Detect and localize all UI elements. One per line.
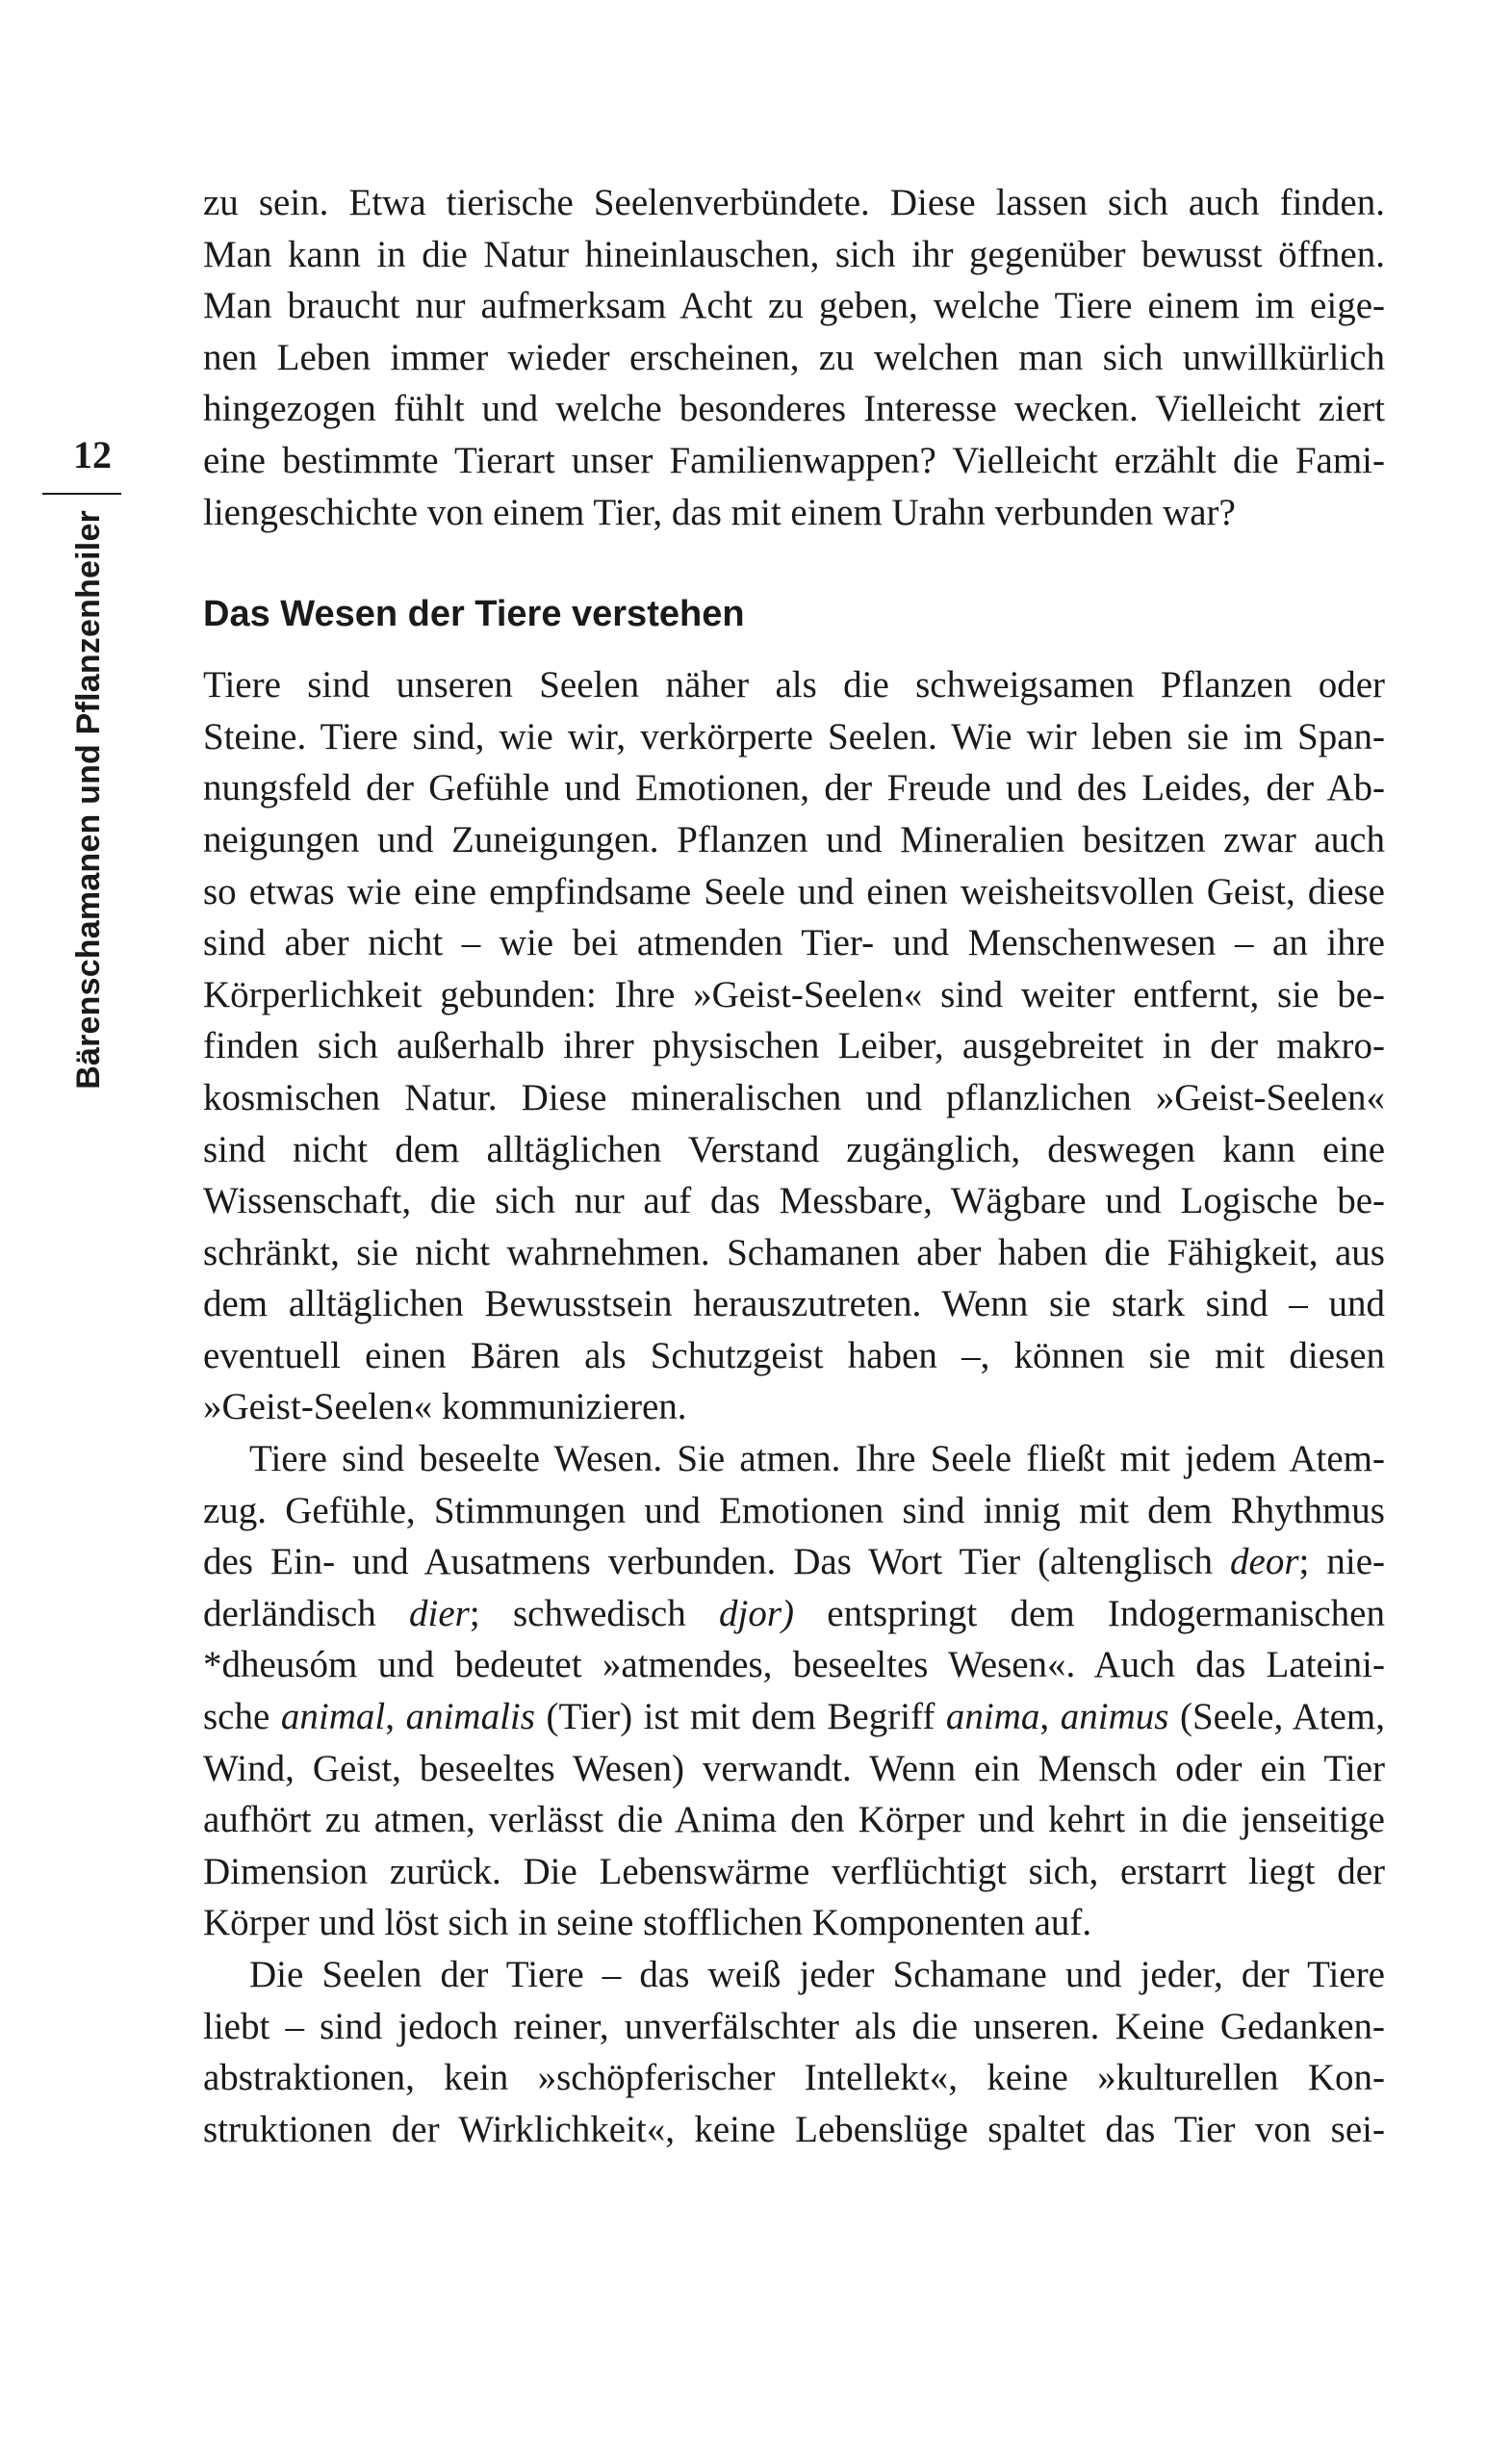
text-line: »Geist-Seelen« kommunizieren. [203, 1386, 687, 1428]
text-line: finden sich außerhalb ihrer physischen Leiber, ausgebreitet in der makro- [203, 1025, 1385, 1067]
text-line: Wissenschaft, die sich nur auf das Messbare, Wägbare und Logische be- [203, 1180, 1385, 1222]
text-line: Körper und löst sich in seine stofflichen Komponenten auf. [203, 1902, 1092, 1944]
text-line: Man braucht nur aufmerksam Acht zu geben, welche Tiere einem im eige- [203, 285, 1385, 327]
paragraph-2 [203, 1433, 1385, 1949]
page-number: 12 [73, 433, 112, 476]
text-line: kosmischen Natur. Diese mineralischen und pflanzlichen »Geist-Seelen« [203, 1076, 1385, 1118]
text-line: Tiere sind beseelte Wesen. Sie atmen. Ihre Seele fließt mit jedem Atem- [249, 1438, 1385, 1480]
italic-term: djor) [719, 1592, 795, 1634]
text-run: (Seele, Atem, [1168, 1696, 1386, 1738]
text-line: Man kann in die Natur hineinlauschen, sich ihr gegenüber bewusst öffnen. [203, 233, 1385, 275]
text-run: ; schwedisch [469, 1592, 720, 1634]
italic-term: animus [1060, 1696, 1169, 1738]
text-line [203, 1588, 1385, 1640]
text-line: neigungen und Zuneigungen. Pflanzen und Mineralien besitzen zwar auch [203, 818, 1385, 860]
intro-paragraph [203, 177, 1385, 538]
text-line: struktionen der Wirklichkeit«, keine Lebenslüge spaltet das Tier von sei- [203, 2108, 1385, 2150]
text-line: Steine. Tiere sind, wie wir, verkörperte Seelen. Wie wir leben sie im Span- [203, 715, 1385, 757]
text-line: Die Seelen der Tiere – das weiß jeder Schamane und jeder, der Tiere [249, 1954, 1385, 1995]
section-heading: Das Wesen der Tiere verstehen [203, 594, 745, 635]
paragraph-3 [203, 1949, 1385, 2155]
margin-rule [42, 493, 121, 495]
italic-term: anima [945, 1696, 1040, 1738]
text-run: derländisch [203, 1592, 410, 1634]
text-line: hingezogen fühlt und welche besonderes Interesse wecken. Vielleicht ziert [203, 388, 1385, 430]
text-line: Körperlichkeit gebunden: Ihre »Geist-Seelen« sind weiter entfernt, sie be- [203, 973, 1385, 1015]
text-line: zu sein. Etwa tierische Seelenverbündete. Diese lassen sich auch finden. [203, 182, 1385, 223]
text-run: , [1039, 1696, 1061, 1738]
italic-term: animalis [405, 1696, 535, 1738]
text-line: so etwas wie eine empfindsame Seele und einen weisheitsvollen Geist, diese [203, 870, 1385, 912]
text-line: aufhört zu atmen, verlässt die Anima den Körper und kehrt in die jenseitige [203, 1799, 1385, 1841]
paragraph-1 [203, 659, 1385, 1433]
text-run: des Ein- und Ausatmens verbunden. Das Wort Tier (altenglisch [203, 1541, 1231, 1583]
text-line: zug. Gefühle, Stimmungen und Emotionen sind innig mit dem Rhythmus [203, 1489, 1385, 1531]
text-line: sind nicht dem alltäglichen Verstand zugänglich, deswegen kann eine [203, 1128, 1385, 1170]
text-run: (Tier) ist mit dem Begriff [534, 1696, 946, 1738]
text-line: *dheusóm und bedeutet »atmendes, beseeltes Wesen«. Auch das Lateini- [203, 1644, 1385, 1686]
text-line: Dimension zurück. Die Lebenswärme verflüchtigt sich, erstarrt liegt der [203, 1850, 1385, 1892]
text-run: , [385, 1696, 406, 1738]
text-line: sind aber nicht – wie bei atmenden Tier- und Menschenwesen – an ihre [203, 922, 1385, 964]
text-run: entspringt dem Indogermanischen [794, 1592, 1385, 1634]
text-line: dem alltäglichen Bewusstsein herauszutreten. Wenn sie stark sind – und [203, 1283, 1385, 1325]
text-line: eventuell einen Bären als Schutzgeist haben –, können sie mit diesen [203, 1334, 1385, 1376]
text-line: schränkt, sie nicht wahrnehmen. Schamanen aber haben die Fähigkeit, aus [203, 1231, 1385, 1273]
text-line: Wind, Geist, beseeltes Wesen) verwandt. Wenn ein Mensch oder ein Tier [203, 1747, 1385, 1789]
text-run: ; nie- [1298, 1541, 1386, 1583]
text-line: liengeschichte von einem Tier, das mit einem Urahn verbunden war? [203, 491, 1236, 533]
text-line: abstraktionen, kein »schöpferischer Intellekt«, keine »kulturellen Kon- [203, 2057, 1385, 2099]
text-run: sche [203, 1696, 281, 1738]
text-line [203, 1536, 1385, 1588]
text-line: nungsfeld der Gefühle und Emotionen, der Freude und des Leides, der Ab- [203, 767, 1385, 809]
text-line: eine bestimmte Tierart unser Familienwappen? Vielleicht erzählt die Fami- [203, 439, 1385, 481]
italic-term: dier [409, 1592, 470, 1634]
italic-term: deor [1230, 1541, 1299, 1583]
italic-term: animal [280, 1696, 386, 1738]
text-line: liebt – sind jedoch reiner, unverfälschter als die unseren. Keine Gedanken- [203, 2005, 1385, 2047]
text-line: Tiere sind unseren Seelen näher als die schweigsamen Pflanzen oder [203, 664, 1385, 706]
text-line: nen Leben immer wieder erscheinen, zu welchen man sich unwillkürlich [203, 336, 1385, 378]
running-head: Bärenschamanen und Pflanzenheiler [70, 510, 107, 1090]
text-line [203, 1691, 1385, 1743]
body-text [203, 177, 1385, 2155]
